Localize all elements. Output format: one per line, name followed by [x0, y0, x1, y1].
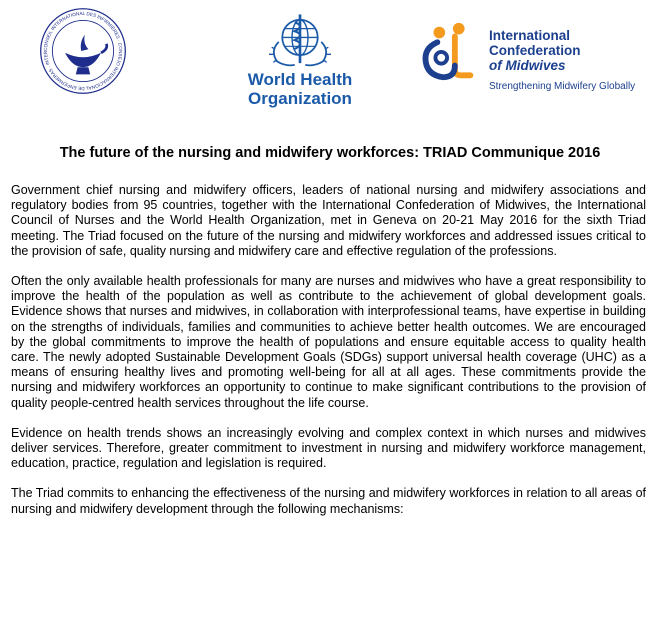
icm-name-line1: International — [489, 28, 571, 43]
icm-tagline: Strengthening Midwifery Globally — [489, 81, 636, 92]
who-wordmark — [240, 70, 360, 108]
paragraph: Often the only available health professionals for many are nurses and midwives who have a great responsibility to improve the health of the population as well as contribute to the achievement of global development goals. Evidence shows that nurses and midwives, in collaboration with interprofessional teams, have expertise in building on the strengths of individuals, families and communities to achieve better health outcomes. We are encouraged by the global commitments to improve the health of populations and ensure equitable access to quality health care. The newly adopted Sustainable Development Goals (SDGs) support universal health coverage (UHC) as a means of ensuring healthy lives and promoting well-being for all at all ages. These commitments provide the nursing and midwifery workforces an opportunity to continue to make significant contributions to the provision of quality people-centred health services throughout the life course. — [11, 274, 646, 410]
icm-name-line2: Confederation — [489, 43, 581, 58]
who-name-line2: Organization — [248, 89, 352, 108]
icn-ring-text: CONSEIL INTERNATIONAL DES INFIRMIÈRES · CONSEJO INTERNACIONAL DE ENFERMERAS · INTER — [42, 10, 124, 92]
who-name-line1: World Health — [247, 70, 353, 89]
who-emblem-icon — [264, 10, 336, 72]
paragraph: The Triad commits to enhancing the effectiveness of the nursing and midwifery workforces in relation to all areas of nursing and midwifery development through the following mechanisms: — [11, 486, 646, 516]
logo-header — [0, 0, 660, 110]
paragraph: Evidence on health trends shows an increasingly evolving and complex context in which nurses and midwives deliver services. Therefore, greater commitment to investment in nursing and midwifery workforce management, education, practice, regulation and legislation is required. — [11, 425, 646, 471]
icm-wordmark — [489, 28, 581, 73]
who-logo — [240, 10, 360, 110]
icm-emblem-icon — [416, 15, 484, 87]
document-body — [11, 183, 646, 532]
icn-seal-logo — [38, 6, 128, 96]
document-title: The future of the nursing and midwifery workforces: TRIAD Communique 2016 — [59, 145, 601, 161]
paragraph: Government chief nursing and midwifery officers, leaders of national nursing and midwifery associations and regulatory bodies from 95 countries, together with the International Confederation of Midwives, the International Council of Nurses and the World Health Organization, met in Geneva on 20-21 May 2016 for the sixth Triad meeting. The Triad focused on the future of the nursing and midwifery workforces and addressed issues critical to the provision of safe, quality nursing and midwifery care and effective regulation of the professions. — [11, 183, 646, 258]
icm-logo — [416, 15, 656, 95]
icm-name-line3: of Midwives — [489, 58, 566, 73]
